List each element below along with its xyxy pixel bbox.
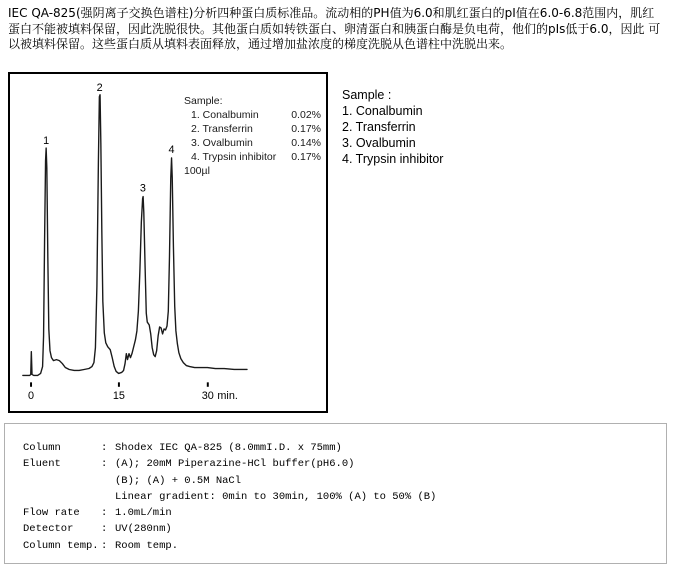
conditions-value: (A); 20mM Piperazine-HCl buffer(pH6.0) bbox=[115, 458, 355, 471]
conditions-colon bbox=[101, 489, 115, 505]
x-axis-unit-label: min. bbox=[217, 390, 238, 403]
conditions-value: Linear gradient: 0min to 30min, 100% (A) to 50% (B) bbox=[115, 490, 437, 503]
conditions-label: Flow rate bbox=[23, 507, 80, 520]
chromatogram-panel bbox=[8, 72, 328, 413]
conditions-colon: : bbox=[101, 523, 108, 536]
legend-item-name: 2. Transferrin bbox=[191, 123, 253, 135]
conditions-colon: : bbox=[101, 458, 108, 471]
chart-legend bbox=[184, 94, 321, 178]
legend-item-percent: 0.14% bbox=[291, 137, 321, 149]
conditions-colon: : bbox=[101, 507, 108, 520]
sample-list-item: 3. Ovalbumin bbox=[342, 136, 416, 150]
sample-list-item: 1. Conalbumin bbox=[342, 104, 423, 118]
legend-item-list bbox=[184, 108, 321, 164]
conditions-row bbox=[23, 489, 666, 505]
conditions-row bbox=[23, 538, 666, 554]
legend-item-name: 3. Ovalbumin bbox=[191, 137, 253, 149]
sample-list-header: Sample : bbox=[342, 88, 392, 102]
conditions-row bbox=[23, 521, 666, 537]
conditions-label bbox=[23, 489, 101, 505]
conditions-row bbox=[23, 456, 666, 472]
conditions-value: 1.0mL/min bbox=[115, 507, 172, 520]
legend-injection-volume: 100µl bbox=[184, 165, 210, 177]
legend-item-percent: 0.17% bbox=[291, 123, 321, 135]
conditions-label: Column temp. bbox=[23, 539, 99, 552]
sample-list bbox=[342, 103, 443, 167]
x-axis-tick-label: 30 bbox=[201, 390, 214, 403]
legend-header: Sample: bbox=[184, 95, 223, 107]
conditions-row bbox=[23, 440, 666, 456]
sample-list-panel bbox=[342, 87, 443, 167]
conditions-label: Column bbox=[23, 442, 61, 454]
legend-item bbox=[184, 136, 321, 150]
x-axis-tick-label: 15 bbox=[112, 390, 125, 403]
legend-item-percent: 0.02% bbox=[291, 109, 321, 121]
peak-label-1: 1 bbox=[43, 135, 50, 148]
legend-item bbox=[184, 108, 321, 122]
conditions-value: Shodex IEC QA-825 (8.0mmI.D. x 75mm) bbox=[115, 442, 342, 454]
conditions-label: Eluent bbox=[23, 458, 61, 471]
conditions-row bbox=[23, 505, 666, 521]
peak-label-3: 3 bbox=[139, 182, 146, 195]
conditions-label bbox=[23, 473, 101, 489]
peak-label-4: 4 bbox=[168, 144, 175, 157]
conditions-colon bbox=[101, 473, 115, 489]
legend-item-percent: 0.17% bbox=[291, 151, 321, 163]
legend-item bbox=[184, 150, 321, 164]
intro-text: IEC QA-825(强阴离子交换色谱柱)分析四种蛋白质标准品。流动相的PH值为6.0和肌红蛋白的pI值在6.0-6.8范围内，肌红 蛋白不能被填料保留，因此洗脱很快。其他蛋白质如转铁蛋白、卵清蛋白和胰蛋白酶是负电荷，他们的pIs低于6.0，因此 可以被填料保留。这些蛋白质从填料表面释放，通过增加盐浓度的梯度洗脱从色谱柱中洗脱出来。 bbox=[8, 6, 661, 52]
conditions-panel bbox=[4, 423, 667, 564]
conditions-table bbox=[23, 440, 666, 554]
sample-list-item: 4. Trypsin inhibitor bbox=[342, 152, 444, 166]
conditions-label: Detector bbox=[23, 523, 74, 536]
legend-item-name: 1. Conalbumin bbox=[191, 109, 259, 121]
sample-list-item: 2. Transferrin bbox=[342, 120, 416, 134]
conditions-colon: : bbox=[101, 442, 108, 454]
legend-item-name: 4. Trypsin inhibitor bbox=[191, 151, 277, 163]
conditions-value: Room temp. bbox=[115, 539, 179, 552]
conditions-colon: : bbox=[101, 539, 108, 552]
peak-label-2: 2 bbox=[96, 81, 103, 94]
conditions-value: (B); (A) + 0.5M NaCl bbox=[115, 474, 242, 487]
legend-item bbox=[184, 122, 321, 136]
conditions-row bbox=[23, 473, 666, 489]
conditions-value: UV(280nm) bbox=[115, 523, 172, 536]
x-axis-tick-label: 0 bbox=[28, 390, 35, 403]
